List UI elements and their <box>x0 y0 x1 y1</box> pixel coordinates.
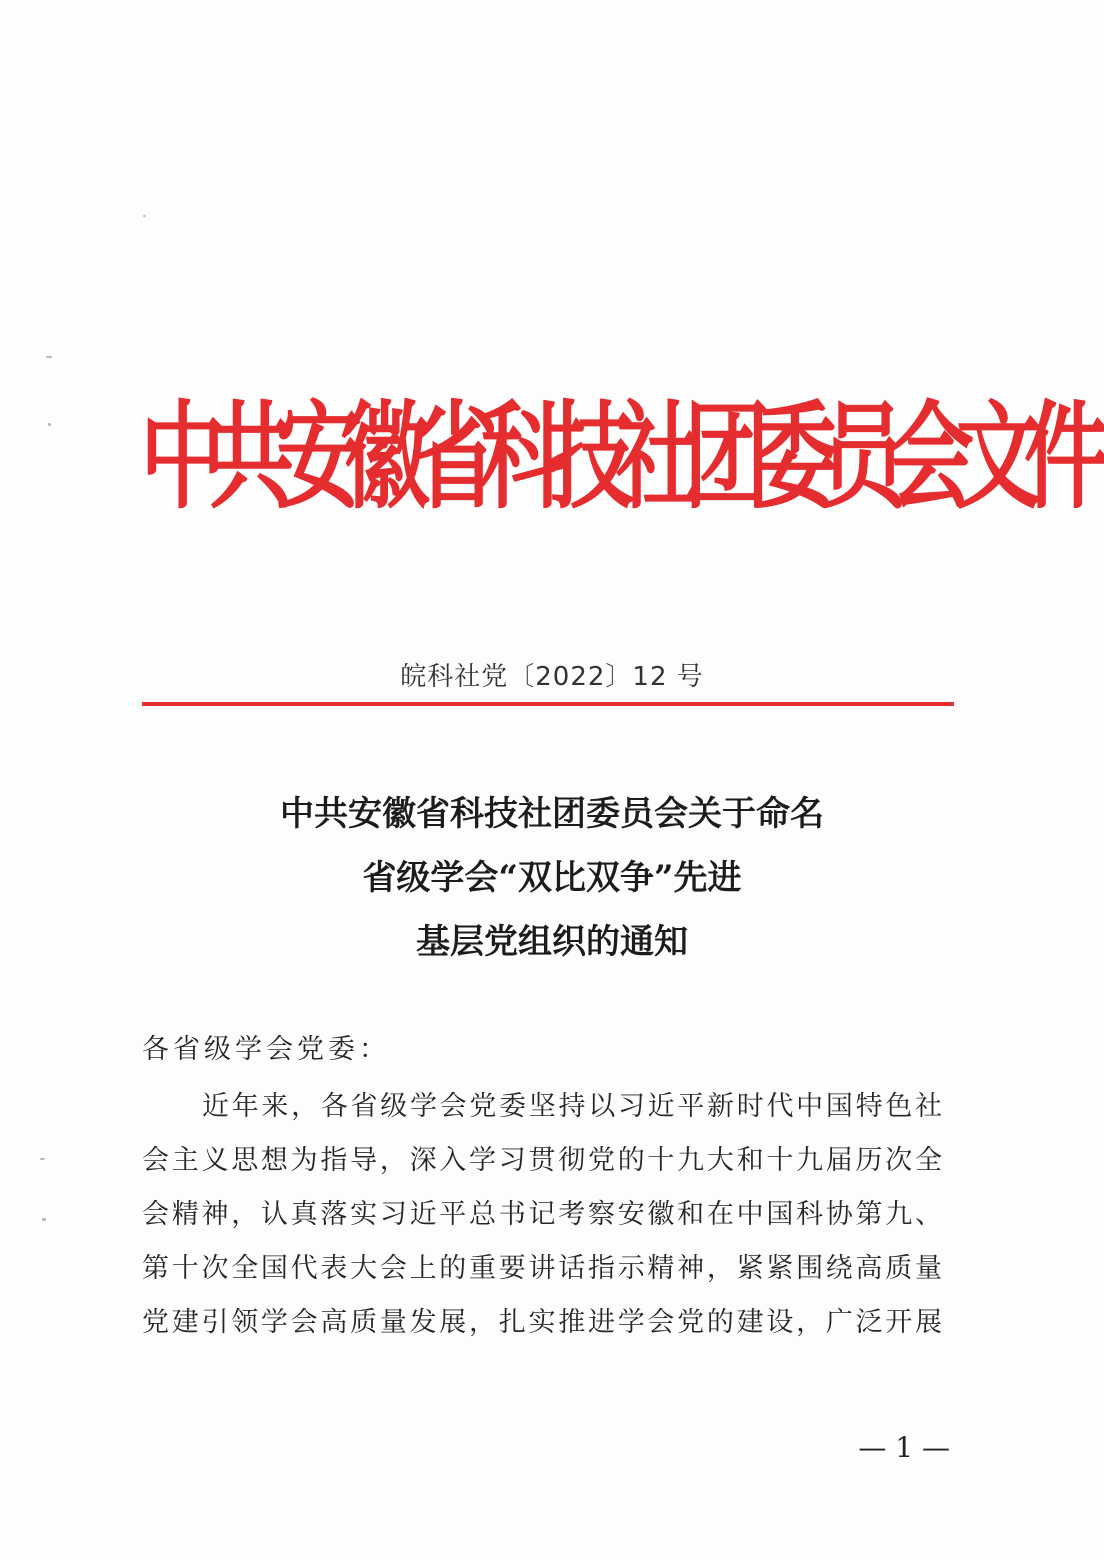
scan-speck <box>42 1218 46 1221</box>
page-number: — 1 — <box>858 1431 950 1464</box>
document-number: 皖科社党〔2022〕12 号 <box>400 662 704 692</box>
body-line: 党建引领学会高质量发展，扎实推进学会党的建设，广泛开展 <box>142 1307 942 1338</box>
body-line: 会主义思想为指导，深入学习贯彻党的十九大和十九届历次全 <box>142 1145 942 1176</box>
notice-title <box>120 782 984 974</box>
scan-speck <box>48 423 51 426</box>
notice-title-line: 省级学会“双比双争”先进 <box>362 858 742 898</box>
body-line: 近年来，各省级学会党委坚持以习近平新时代中国特色社 <box>202 1091 942 1122</box>
notice-title-line: 基层党组织的通知 <box>416 922 688 962</box>
document-masthead: 中共安徽省科技社团委员会文件 <box>140 390 1092 526</box>
scan-speck <box>40 1158 45 1160</box>
body-paragraph <box>142 1080 942 1350</box>
scan-speck <box>143 215 146 217</box>
red-divider-line <box>142 702 954 706</box>
salutation: 各省级学会党委： <box>142 1034 390 1065</box>
notice-title-line: 中共安徽省科技社团委员会关于命名 <box>280 794 824 834</box>
body-line: 会精神，认真落实习近平总书记考察安徽和在中国科协第九、 <box>142 1199 942 1230</box>
body-line: 第十次全国代表大会上的重要讲话指示精神，紧紧围绕高质量 <box>142 1253 942 1284</box>
scan-speck <box>46 356 52 358</box>
